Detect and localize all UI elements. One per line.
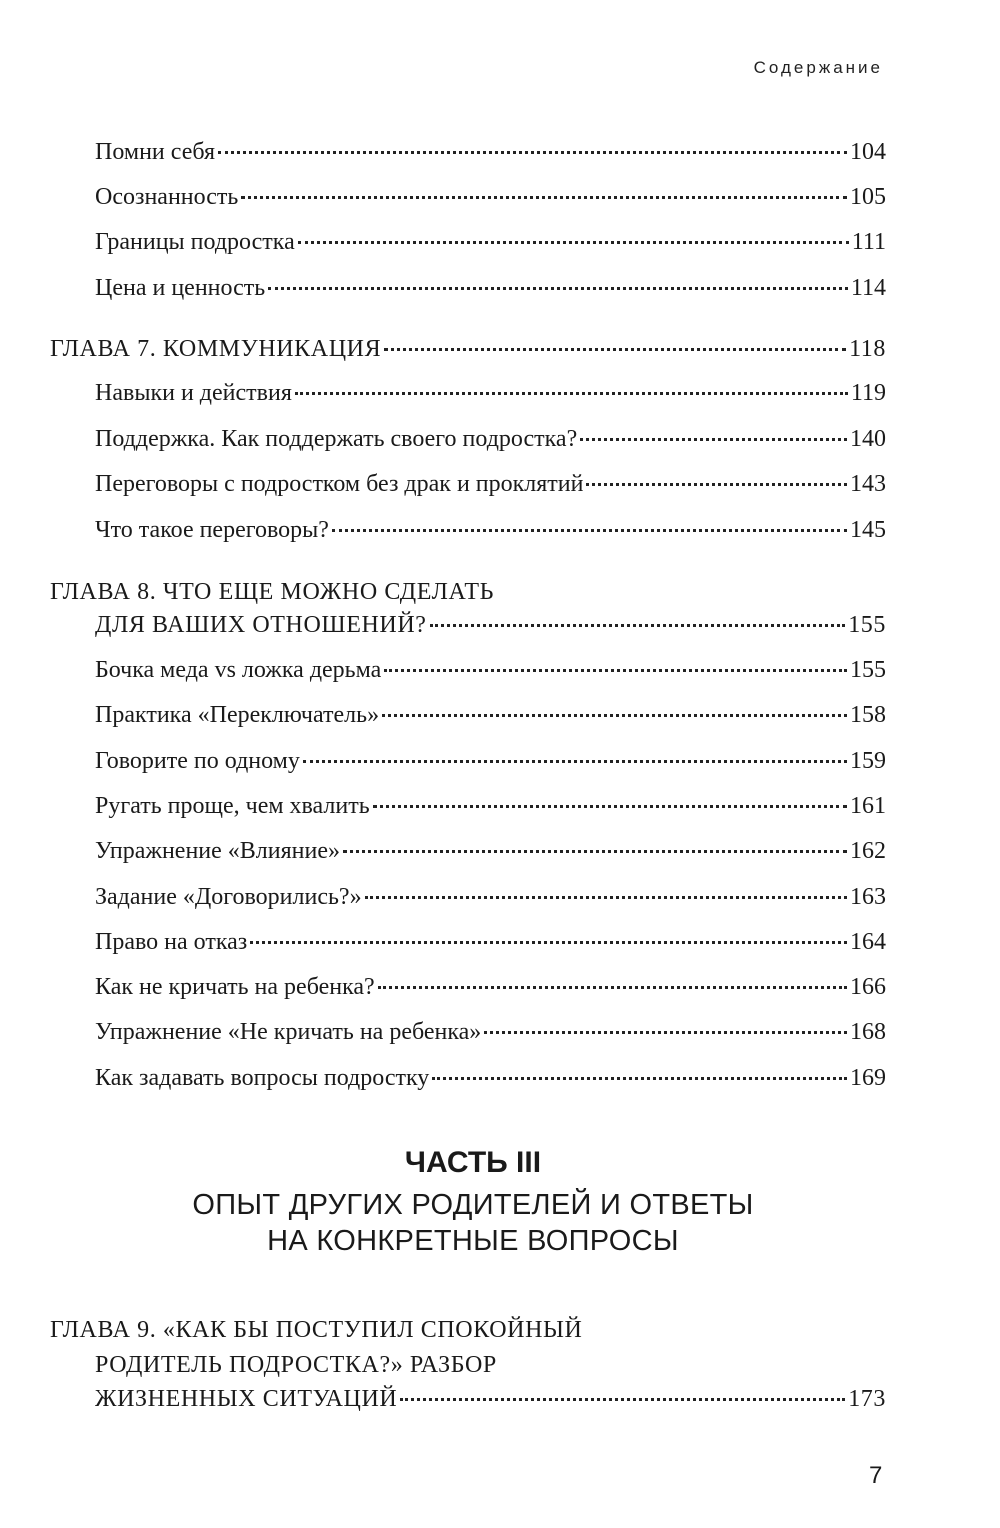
toc-chapter-9[interactable] [95, 1384, 886, 1414]
dot-leader [303, 760, 847, 763]
toc-entry[interactable] [95, 655, 886, 685]
toc-entry-page: 161 [850, 793, 886, 819]
dot-leader [384, 669, 847, 672]
dot-leader [432, 1077, 847, 1080]
toc-chapter-9-line2: РОДИТЕЛЬ ПОДРОСТКА?» РАЗБОР [95, 1352, 497, 1378]
toc-chapter-7[interactable] [50, 334, 886, 364]
dot-leader [295, 392, 848, 395]
toc-entry[interactable] [95, 791, 886, 821]
dot-leader [484, 1031, 847, 1034]
toc-entry-title: Бочка меда vs ложка дерьма [95, 657, 382, 683]
toc-entry-title: Как не кричать на ребенка? [95, 974, 375, 1000]
toc-chapter-8[interactable] [95, 610, 886, 640]
dot-leader [298, 241, 849, 244]
dot-leader [332, 529, 847, 532]
toc-entry-page: 155 [850, 657, 886, 683]
toc-entry-title: Цена и ценность [95, 275, 266, 301]
toc-chapter-9-line1: ГЛАВА 9. «КАК БЫ ПОСТУПИЛ СПОКОЙНЫЙ [50, 1317, 583, 1343]
dot-leader [586, 483, 847, 486]
dot-leader [384, 348, 846, 351]
toc-entry-title: Говорите по одному [95, 748, 300, 774]
toc-entry-title: Практика «Переключатель» [95, 702, 380, 728]
toc-chapter-title: ГЛАВА 7. КОММУНИКАЦИЯ [50, 336, 382, 362]
toc-entry-page: 166 [850, 974, 886, 1000]
part-subtitle-line2: НА КОНКРЕТНЫЕ ВОПРОСЫ [267, 1225, 679, 1257]
dot-leader [365, 896, 847, 899]
toc-entry-page: 140 [850, 426, 886, 452]
toc-entry[interactable] [95, 746, 886, 776]
toc-entry[interactable] [95, 378, 886, 408]
dot-leader [241, 196, 847, 199]
toc-entry-page: 105 [850, 184, 886, 210]
dot-leader [378, 986, 847, 989]
toc-chapter-8-line1: ГЛАВА 8. ЧТО ЕЩЕ МОЖНО СДЕЛАТЬ [50, 579, 495, 605]
toc-entry[interactable] [95, 137, 886, 167]
toc-entry[interactable] [95, 927, 886, 957]
toc-entry[interactable] [95, 273, 886, 303]
page-number: 7 [869, 1462, 883, 1489]
toc-entry-page: 104 [850, 139, 886, 165]
dot-leader [580, 438, 847, 441]
toc-entry-page: 111 [851, 229, 886, 255]
toc-entry[interactable] [95, 424, 886, 454]
toc-entry-title: Как задавать вопросы подростку [95, 1065, 430, 1091]
toc-entry-title: Помни себя [95, 139, 215, 165]
toc-entry[interactable] [95, 469, 886, 499]
toc-chapter-title: ДЛЯ ВАШИХ ОТНОШЕНИЙ? [95, 612, 427, 638]
toc-entry-title: Что такое переговоры? [95, 517, 329, 543]
toc-entry-title: Ругать проще, чем хвалить [95, 793, 370, 819]
toc-entry[interactable] [95, 700, 886, 730]
dot-leader [268, 287, 848, 290]
toc-entry-page: 155 [848, 612, 886, 638]
toc-entry-page: 119 [850, 380, 886, 406]
toc-chapter-title: ЖИЗНЕННЫХ СИТУАЦИЙ [95, 1386, 398, 1412]
toc-entry-title: Осознанность [95, 184, 239, 210]
dot-leader [382, 714, 847, 717]
toc-entry-page: 145 [850, 517, 886, 543]
toc-entry-page: 158 [850, 702, 886, 728]
dot-leader [430, 624, 846, 627]
dot-leader [250, 941, 847, 944]
toc-entry-page: 163 [850, 884, 886, 910]
toc-entry-title: Навыки и действия [95, 380, 292, 406]
toc-entry[interactable] [95, 182, 886, 212]
toc-entry-page: 164 [850, 929, 886, 955]
toc-entry-page: 162 [850, 838, 886, 864]
part-subtitle-line1: ОПЫТ ДРУГИХ РОДИТЕЛЕЙ И ОТВЕТЫ [192, 1189, 754, 1221]
dot-leader [373, 805, 847, 808]
toc-entry-title: Право на отказ [95, 929, 248, 955]
running-head: Содержание [753, 58, 883, 77]
toc-entry-title: Упражнение «Влияние» [95, 838, 341, 864]
toc-entry-title: Упражнение «Не кричать на ребенка» [95, 1019, 482, 1045]
toc-entry[interactable] [95, 972, 886, 1002]
dot-leader [400, 1398, 845, 1401]
toc-entry-title: Границы подростка [95, 229, 295, 255]
toc-entry-page: 168 [850, 1019, 886, 1045]
toc-entry-page: 169 [850, 1065, 886, 1091]
toc-entry-page: 143 [850, 471, 886, 497]
toc-entry[interactable] [95, 227, 886, 257]
dot-leader [343, 850, 847, 853]
toc-entry-page: 118 [849, 336, 886, 362]
toc-entry[interactable] [95, 1063, 886, 1093]
part-title: ЧАСТЬ III [404, 1146, 542, 1179]
toc-entry[interactable] [95, 515, 886, 545]
toc-entry-title: Задание «Договорились?» [95, 884, 362, 910]
toc-entry[interactable] [95, 882, 886, 912]
toc-entry[interactable] [95, 1017, 886, 1047]
toc-entry-title: Переговоры с подростком без драк и проклятий [95, 471, 584, 497]
toc-entry-page: 173 [848, 1386, 886, 1412]
toc-entry-title: Поддержка. Как поддержать своего подростка? [95, 426, 578, 452]
part-heading [0, 1143, 946, 1259]
toc-entry-page: 114 [850, 275, 886, 301]
dot-leader [218, 151, 847, 154]
toc-entry-page: 159 [850, 748, 886, 774]
toc-entry[interactable] [95, 836, 886, 866]
